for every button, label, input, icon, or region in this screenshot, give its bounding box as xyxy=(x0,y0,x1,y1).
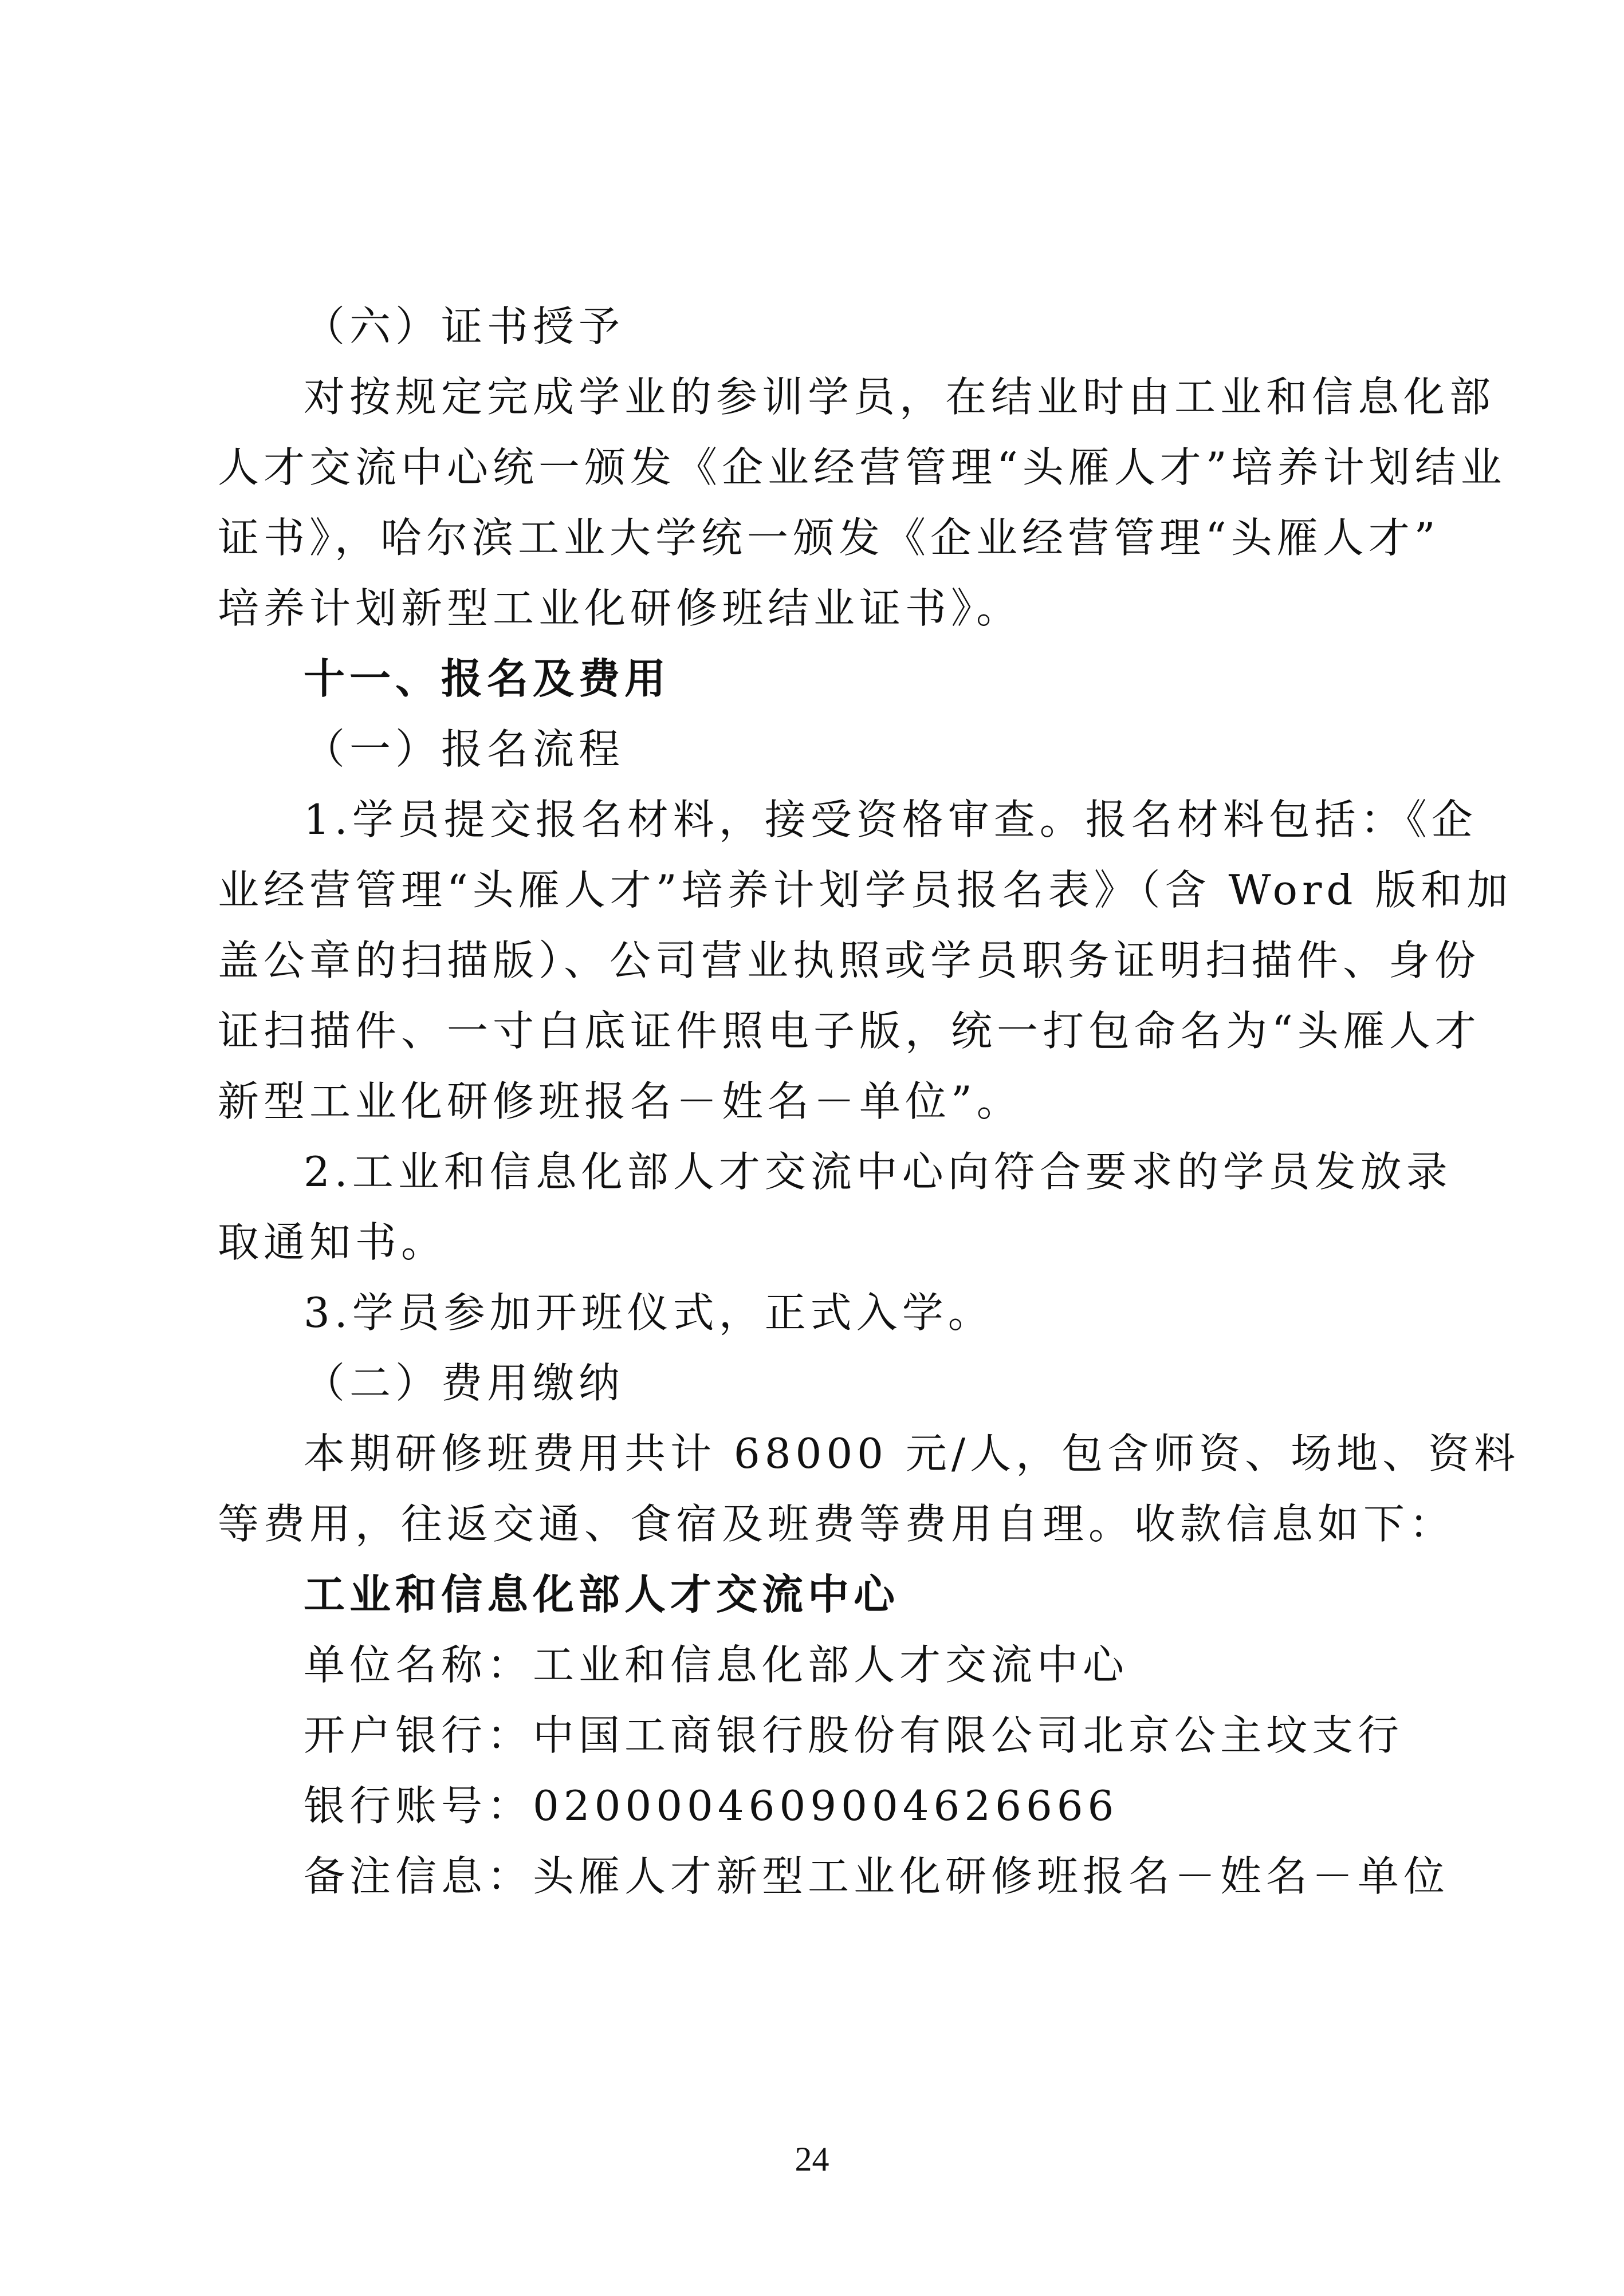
subsection-heading-certificate: （六）证书授予 xyxy=(304,302,625,350)
payee-heading: 工业和信息化部人才交流中心 xyxy=(304,1570,900,1618)
payee-remark: 备注信息：头雁人才新型工业化研修班报名－姓名－单位 xyxy=(304,1852,1450,1900)
paragraph-line: 2.工业和信息化部人才交流中心向符合要求的学员发放录 xyxy=(304,1148,1452,1196)
paragraph-line: 3.学员参加开班仪式，正式入学。 xyxy=(304,1289,994,1337)
payee-account: 银行账号：0200004609004626666 xyxy=(304,1782,1119,1830)
paragraph-line: 1.学员提交报名材料，接受资格审查。报名材料包括：《企 xyxy=(304,795,1477,844)
subsection-heading-registration-process: （一）报名流程 xyxy=(304,725,625,773)
page-number: 24 xyxy=(795,2140,829,2178)
paragraph-line: 本期研修班费用共计 68000 元/人，包含师资、场地、资料 xyxy=(304,1429,1520,1478)
paragraph-line: 证书》，哈尔滨工业大学统一颁发《企业经营管理“头雁人才” xyxy=(218,514,1440,562)
paragraph-line: 人才交流中心统一颁发《企业经营管理“头雁人才”培养计划结业 xyxy=(218,443,1507,491)
payee-name: 单位名称：工业和信息化部人才交流中心 xyxy=(304,1641,1129,1689)
paragraph-line: 新型工业化研修班报名－姓名－单位”。 xyxy=(218,1077,1023,1125)
paragraph-line: 取通知书。 xyxy=(218,1218,447,1266)
paragraph-line: 证扫描件、一寸白底证件照电子版，统一打包命名为“头雁人才 xyxy=(218,1007,1481,1055)
paragraph-line: 等费用，往返交通、食宿及班费等费用自理。收款信息如下： xyxy=(218,1500,1456,1548)
section-heading-registration-fees: 十一、报名及费用 xyxy=(304,654,671,703)
subsection-heading-fee-payment: （二）费用缴纳 xyxy=(304,1359,625,1407)
paragraph-line: 培养计划新型工业化研修班结业证书》。 xyxy=(218,584,1023,632)
paragraph-line: 业经营管理“头雁人才”培养计划学员报名表》（含 Word 版和加 xyxy=(218,866,1513,914)
payee-bank: 开户银行：中国工商银行股份有限公司北京公主坟支行 xyxy=(304,1711,1404,1759)
paragraph-line: 盖公章的扫描版）、公司营业执照或学员职务证明扫描件、身份 xyxy=(218,936,1481,984)
paragraph-line: 对按规定完成学业的参训学员，在结业时由工业和信息化部 xyxy=(304,373,1496,421)
